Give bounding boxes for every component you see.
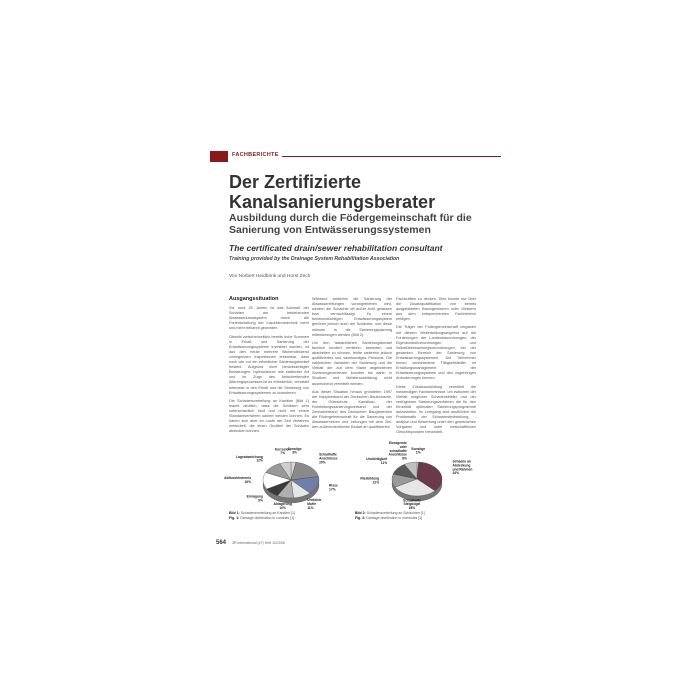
- authors: Von Norbert Heidbrink und Horst Zech: [229, 274, 311, 279]
- pie-slice-label: Undichte Muffe 11%: [307, 498, 322, 510]
- paragraph: Fachkräften zu decken. Dies konnte nur über die Zusatzqualifikation von bereits ausgebildeten Bauingenieuren oder Meistern aus dem entsprechenden Fachbereich erfolgen.: [396, 297, 476, 322]
- pie-slice-label: Rissbildung 12%: [360, 476, 380, 485]
- pie-slice-label: Sonstige 3%: [287, 446, 302, 455]
- paragraph: Vor rund 25 Jahren ist das Ausmaß der Schäden am bestehenden Abwasserkanalsystem durch die Fortentwicklung der Inspektionstechnik mehr und mehr bekannt geworden.: [229, 306, 309, 331]
- caption-text: Damage distribution in manholes [1]: [366, 516, 423, 520]
- pie-slice-label: Einragende oder schadhafte Anschlüsse 8%: [388, 441, 407, 461]
- english-subtitle: Training provided by the Drainage System Rehabilitation Association: [229, 256, 400, 262]
- section-marker: [210, 151, 228, 162]
- pie-slice-label: Schaden an Abdeckung und Rahmen 34%: [452, 459, 473, 476]
- pie-slice-label: Korrosion 7%: [274, 447, 291, 456]
- pie-slice-label: Schadhafte Anschlüsse 20%: [319, 452, 338, 465]
- caption-en: [229, 516, 354, 521]
- caption-text: Schadensverteilung an Kanälen [1]: [240, 511, 295, 515]
- text-column-2: [312, 297, 392, 433]
- article-subtitle: Ausbildung durch die Födergemeinschaft für die Sanierung von Entwässerungssystemen: [229, 212, 472, 236]
- pie-slice-label: Risse 17%: [329, 483, 338, 492]
- paragraph: Diese Zusatzausbildung vermittelt die notwendigen Fachkenntnisse, um zwischen der Vielfalt möglicher Schadensbilder und der verfügbaren Sanierungsverfahren die für den Einzelfall optimalen Sanierungsprogramme aufzustellen. Im Lehrgang wird ausführlich die Problematik der Schadensfeststellung, -analyse und Bewertung unter den gesetzlichen Vorgaben und unter wirtschaftlichen Gesichtspunkten behandelt.: [396, 384, 476, 435]
- journal-reference: 3R international (47) Heft 10/2008: [232, 541, 285, 545]
- pie-slice-label: Lageabweichung 12%: [236, 454, 263, 463]
- article-title: [229, 172, 509, 212]
- caption-number: Bild 2:: [355, 511, 366, 515]
- figure-captions-2: [355, 511, 480, 521]
- section-heading: Ausgangssituation: [229, 296, 279, 302]
- caption-text: Schadensverteilung an Schächten [1]: [366, 511, 425, 515]
- english-title: The certificated drain/sewer rehabilitation consultant: [229, 243, 443, 253]
- title-line-1: Der Zertifizierte: [229, 172, 362, 192]
- pie-chart-svg: [224, 442, 354, 510]
- paragraph: Die Träger der Födergemeinschaft vergaben mit diesem Weiterbildungsangebot auf die Forderungen der Landesbauordnungen, der Eigenkontrollverordnungen und Selbstüberwachungsverordnungen, bei der gesamten Bereich der Sanierung von Entwässerungssystemen. Die Teilnehmer lernen verschiedene Tätigkeitsfelder im Erhaltungsmanagement der Entwässerungssysteme und den zugehörigen Anforderungen kennen.: [396, 325, 476, 381]
- paragraph: Um den tatsächlichen Sanierungsbedarf fachlich fundiert ermitteln, bewerten und abarbeiten zu können, fehlte weiterhin jedoch qualifiziertes und sachkundiges Personal. Die zahlreichen Varianten der Sanierung und die Vielfalt der auf dem Markt angebotenen Sanierungsverfahren konnten bis dahin in Studium und Meisterausbildung nicht ausreichend vermittelt werden.: [312, 340, 392, 386]
- caption-en: [355, 516, 480, 521]
- section-label: FACHBERICHTE: [229, 152, 282, 158]
- paragraph: Während weiterhin die Sanierung der Abwasserleitungen vorangetrieben wird, werden die Schächte oft außer Acht gelassen bzw. vernachlässigt. Zu einem funktionstüchtigen Entwässerungssystem gehören jedoch auch die Schächte, und diese müssen in die Sanierungsplanung miteinbezogen werden (Bild 2).: [312, 297, 392, 337]
- pie-slice-label: Abflusshindernis 16%: [224, 476, 252, 484]
- pie-slice-label: Einragung 9%: [246, 494, 263, 503]
- pie-slice-label: Ablagerung 10%: [273, 502, 292, 510]
- pie-chart-conduits: [224, 442, 354, 510]
- caption-number: Fig. 1:: [229, 516, 240, 520]
- pie-slice-label: Schadhafte Steigbügel 28%: [403, 498, 421, 510]
- caption-number: Bild 1:: [229, 511, 240, 515]
- figure-captions-1: [229, 511, 354, 521]
- page-footer: [216, 540, 285, 546]
- text-column-1: [229, 297, 309, 437]
- caption-number: Fig. 2:: [355, 516, 366, 520]
- paragraph: Aus dieser Situation heraus gründeten 1997 der Hauptverband der Deutschen Bauindustrie, der Güteschutz Kanalbau, der Rohrleitungssanierungsverband und der Zentralverband des Deutschen Baugewerbes die Födergemeinschaft für die Sanierung von Abwassernetzen und -leitungen mit dem Ziel, den außerordentlichen Bedarf an qualifizierten: [312, 389, 392, 430]
- pie-slice-label: Undichtigkeit 11%: [366, 457, 388, 465]
- section-header: [210, 151, 501, 162]
- pie-chart-svg: [355, 442, 480, 510]
- text-column-3: [396, 297, 476, 438]
- paragraph: Obwohl zwischenzeitlich bereits hohe Summen in Erhalt und Sanierung der Entwässerungssysteme investiert wurden, ist aus den heute mehrere flächendeckend vorliegenden Inspektionen erkennbar, dass noch wie vor ein erheblicher Sanierungsbedarf besteht. Aufgrund nicht berücksichtigter Belastungen, hydraulischer wie statischer Art und im Zuge des fortschreitenden Alterungsprozesses ist es erforderlich, verstärkt Interesse in den Erhalt und die Sanierung von Entwässerungssystemen zu investieren.: [229, 334, 309, 395]
- paragraph: Die Schadensverteilung an Kanälen (Bild 1) macht deutlich, dass die Schäden sehr unterschiedlich sind und nicht mit einem Standardverfahren saniert werden können. Es haben sich aber im Laufe der Zeit Verfahren entwickelt, die einen Großteil der Schäden abdecken können.: [229, 398, 309, 434]
- caption-text: Damage distribution in conduits [1]: [240, 516, 294, 520]
- title-line-2: Kanalsanierungsberater: [229, 192, 436, 212]
- page-number: 564: [216, 540, 227, 546]
- pie-chart-manholes: [355, 442, 480, 510]
- pie-slice-label: Sonstige 1%: [411, 446, 426, 455]
